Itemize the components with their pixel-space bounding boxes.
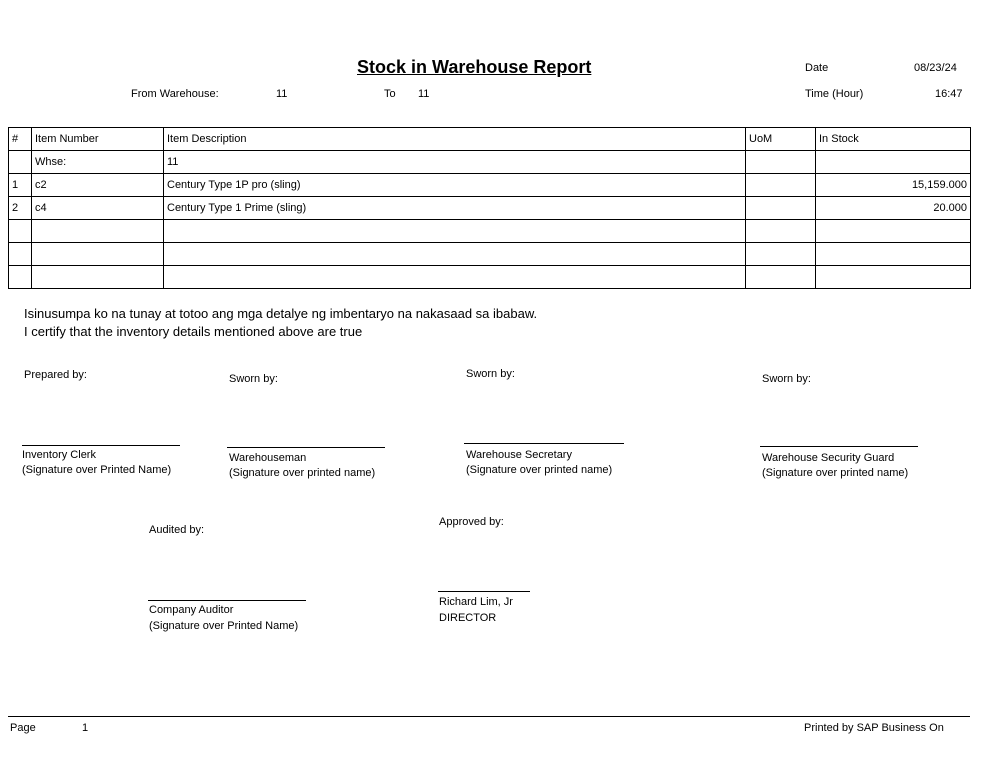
whse-value: 11 (164, 151, 746, 174)
row-number: 1 (9, 174, 32, 197)
to-warehouse-label: To (384, 88, 396, 100)
sworn-role-1: Warehouseman (229, 452, 307, 464)
prepared-role: Inventory Clerk (22, 449, 96, 461)
item-description: Century Type 1P pro (sling) (164, 174, 746, 197)
item-description: Century Type 1 Prime (sling) (164, 197, 746, 220)
item-number: c2 (32, 174, 164, 197)
sworn-signature-line-2 (464, 443, 624, 444)
date-value: 08/23/24 (914, 62, 957, 74)
time-value: 16:47 (935, 88, 963, 100)
audited-note: (Signature over Printed Name) (149, 620, 299, 632)
sworn-role-2: Warehouse Secretary (466, 449, 572, 461)
sworn-by-label-1: Sworn by: (229, 373, 278, 385)
sworn-by-label-3: Sworn by: (762, 373, 811, 385)
empty-row (9, 243, 971, 266)
from-warehouse-label: From Warehouse: (131, 88, 219, 100)
printed-by: Printed by SAP Business On (804, 722, 944, 734)
certification-filipino: Isinusumpa ko na tunay at totoo ang mga detalye ng imbentaryo na nakasaad sa ibabaw. (24, 306, 538, 321)
item-number: c4 (32, 197, 164, 220)
certification-english: I certify that the inventory details mentioned above are true (24, 324, 363, 339)
sworn-note-1: (Signature over printed name) (229, 467, 376, 479)
item-in-stock: 20.000 (816, 197, 971, 220)
table-row (9, 197, 971, 220)
table-row (9, 174, 971, 197)
audited-by-label: Audited by: (149, 524, 205, 536)
sworn-note-3: (Signature over printed name) (762, 467, 909, 479)
to-warehouse-value: 11 (418, 88, 430, 100)
empty-row (9, 266, 971, 289)
page-label: Page (10, 722, 36, 734)
approved-name: Richard Lim, Jr (439, 596, 513, 608)
prepared-by-label: Prepared by: (24, 369, 87, 381)
table-header-row (9, 128, 971, 151)
col-uom-header: UoM (746, 128, 816, 151)
report-title: Stock in Warehouse Report (357, 57, 592, 77)
audited-role: Company Auditor (149, 604, 234, 616)
whse-label: Whse: (32, 151, 164, 174)
sworn-signature-line-3 (760, 446, 918, 447)
date-label: Date (805, 62, 829, 74)
approved-signature-line (438, 591, 530, 592)
col-item-number-header: Item Number (32, 128, 164, 151)
item-uom (746, 197, 816, 220)
sworn-signature-line-1 (227, 447, 385, 448)
row-number: 2 (9, 197, 32, 220)
from-warehouse-value: 11 (276, 88, 288, 100)
whse-row (9, 151, 971, 174)
prepared-signature-line (22, 445, 180, 446)
stock-table (8, 127, 971, 289)
col-number-header: # (9, 128, 32, 151)
approved-by-label: Approved by: (439, 516, 504, 528)
item-uom (746, 174, 816, 197)
col-in-stock-header: In Stock (816, 128, 971, 151)
sworn-role-3: Warehouse Security Guard (762, 452, 895, 464)
approved-title: DIRECTOR (439, 612, 497, 624)
sworn-note-2: (Signature over printed name) (466, 464, 613, 476)
prepared-note: (Signature over Printed Name) (22, 464, 172, 476)
footer-divider (8, 716, 970, 717)
empty-row (9, 220, 971, 243)
item-in-stock: 15,159.000 (816, 174, 971, 197)
audited-signature-line (148, 600, 306, 601)
sworn-by-label-2: Sworn by: (466, 368, 515, 380)
page-number: 1 (82, 722, 89, 734)
col-item-description-header: Item Description (164, 128, 746, 151)
time-label: Time (Hour) (805, 88, 864, 100)
